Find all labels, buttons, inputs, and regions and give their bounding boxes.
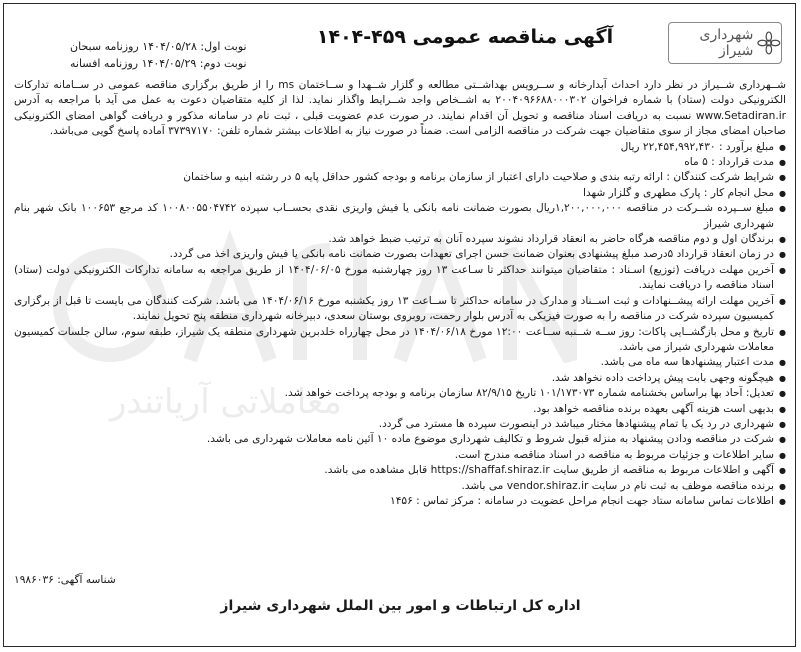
notice-id: شناسه آگهی: ۱۹۸۶۰۳۶ <box>14 574 116 586</box>
list-item: ● شرکت در مناقصه ودادن پیشنهاد به منزله قبول شروط و تکالیف شهرداری موضوع ماده ۱۰ آئین نامه معاملات شهرداری می باشد. <box>14 432 786 447</box>
list-item: ● تعدیل: آحاد بها براساس بخشنامه شماره ۱۰۱/۱۷۳۰۷۳ تاریخ ۸۲/۹/۱۵ سازمان برنامه و بودجه پرداخت خواهد شد. <box>14 386 786 401</box>
list-item: ● بدیهی است هزینه آگهی بعهده برنده مناقصه خواهد بود. <box>14 402 786 417</box>
publication-dates <box>70 38 247 72</box>
list-item: ● شرایط شرکت کنندگان : ارائه رتبه بندی و صلاحیت دارای اعتبار از سازمان برنامه و بودجه کشور حداقل پایه ۵ در رشته ابنیه و ساختمان <box>14 170 786 185</box>
list-item: ● سایر اطلاعات و جزئیات مربوط به مناقصه در اسناد مناقصه مندرج است. <box>14 448 786 463</box>
list-item: ● مبلغ برآورد : ۲۲,۴۵۴,۹۹۲,۴۳۰ ریال <box>14 140 786 155</box>
list-item: ● برندگان اول و دوم مناقصه هرگاه حاضر به انعقاد قرارداد نشوند سپرده آنان به ترتیب ضبط خواهد شد. <box>14 232 786 247</box>
date-first: نوبت اول: ۱۴۰۴/۰۵/۲۸ روزنامه سبحان <box>70 40 247 53</box>
list-item: ● مبلغ ســپرده شــرکت در مناقصه ۱,۲۰۰,۰۰۰,۰۰۰ریال بصورت ضمانت نامه بانکی یا فیش واریزی نقدی بحســاب سپرده ۱۰۰۸۰۰۵۵۰۴۷۴۲ کد مرجع ۱۰۰۶۵۳ بانک شهر بنام شهرداری شیراز <box>14 201 786 232</box>
notice-body <box>14 78 786 509</box>
list-item: ● شهرداری در رد یک یا تمام پیشنهادها مختار میباشد در اینصورت سپرده ها مسترد می گردد. <box>14 417 786 432</box>
list-item: ● برنده مناقصه موظف به ثبت نام در سایت vendor.shiraz.ir می باشد. <box>14 479 786 494</box>
list-item: ● مدت قرارداد : ۵ ماه <box>14 155 786 170</box>
flower-emblem-icon <box>757 30 781 56</box>
list-item: ● اطلاعات تماس سامانه ستاد جهت انجام مراحل عضویت در سامانه : مرکز تماس : ۱۴۵۶ <box>14 494 786 509</box>
list-item: ● مدت اعتبار پیشنهادها سه ماه می باشد. <box>14 355 786 370</box>
list-item: ● آخرین مهلت دریافت (توزیع) اسـناد : متقاضیان میتوانند حداکثر تا سـاعت ۱۳ روز چهارشنبه مورخ ۱۴۰۴/۰۶/۰۵ از طریق مراجعه به سامانه تدارکات الکترونیکی دولت (ستاد) اسناد مناقصه را دریافت نمایند. <box>14 263 786 294</box>
list-item: ● در زمان انعقاد قرارداد ۵درصد مبلغ پیشنهادی بعنوان ضمانت حسن اجرای تعهدات بصورت ضمانت نامه بانکی یا فیش واریزی اخذ می گردد. <box>14 247 786 262</box>
list-item: ● تاریخ و محل بازگشــایی پاکات: روز ســه شــنبه ســاعت ۱۲:۰۰ مورخ ۱۴۰۴/۰۶/۱۸ در محل چهارراه خلدبرین شهرداری منطقه یک شیراز، طبقه سوم، سالن جلسات کمیسیون معاملات شهرداری شیراز می باشد. <box>14 325 786 356</box>
shiraz-municipality-logo <box>668 22 782 64</box>
list-item: ● آگهی و اطلاعات مربوط به مناقصه از طریق سایت https://shaffaf.shiraz.ir قابل مشاهده می باشد. <box>14 463 786 478</box>
conditions-list <box>14 140 786 510</box>
list-item: ● محل انجام کار : پارک مطهری و گلزار شهدا <box>14 186 786 201</box>
list-item: ● هیچگونه وجهی بابت پیش پرداخت داده نخواهد شد. <box>14 371 786 386</box>
list-item: ● آخرین مهلت ارائه پیشــنهادات و ثبت اســناد و مدارک در سامانه حداکثر تا ســاعت ۱۳ روز یکشنبه مورخ ۱۴۰۴/۰۶/۱۶ می باشد. شرکت کنندگان می بایست تا قبل از برگزاری کمیسیون سپرده شرکت در مناقصه را به صورت فیزیکی به آدرس بلوار رحمت، روبروی بوستان سعدی، دبیرخانه شهرداری منطقه پنج تحویل نمایند. <box>14 294 786 325</box>
watermark-text: معاملاتی آریاتندر <box>110 382 342 422</box>
date-second: نوبت دوم: ۱۴۰۴/۰۵/۲۹ روزنامه افسانه <box>70 57 247 70</box>
intro-paragraph: شــهرداری شــیراز در نظر دارد احداث آبدارخانه و ســرویس بهداشــتی مطالعه و گلزار شــهدا و ســاختمان ms را از طریق برگزاری مناقصه عمومی در ســامانه تدارکات الکترونیکی دولت (ستاد) با شماره فراخوان ۲۰۰۴۰۹۶۶۸۸۰۰۰۳۰۲ به اشــخاص واجد شــرایط واگذار نماید. لذا از کلیه متقاضیان دعوت به عمل می آید با مراجعه به آدرس www.Setadiran.ir نسبت به دریافت اسناد مناقصه و تحویل آن اقدام نمایند. در صورت عدم عضویت قبلی ، ثبت نام در سامانه مذکور و دریافت گواهی امضای الکترونیکی صاحبان امضای مجاز از سوی متقاضیان جهت شرکت در مناقصه الزامی است. ضمناً در صورت نیاز به اطلاعات بیشتر شماره تلفن: ۳۷۳۹۷۱۷۰ آماده پاسخ گویی می‌باشد. <box>14 79 786 138</box>
notice-title: آگهی مناقصه عمومی ۴۵۹-۱۴۰۴ <box>316 26 614 48</box>
logo-text: شهرداری شیراز <box>699 27 754 59</box>
issuer-footer: اداره کل ارتباطات و امور بین الملل شهرداری شیراز <box>220 598 581 614</box>
